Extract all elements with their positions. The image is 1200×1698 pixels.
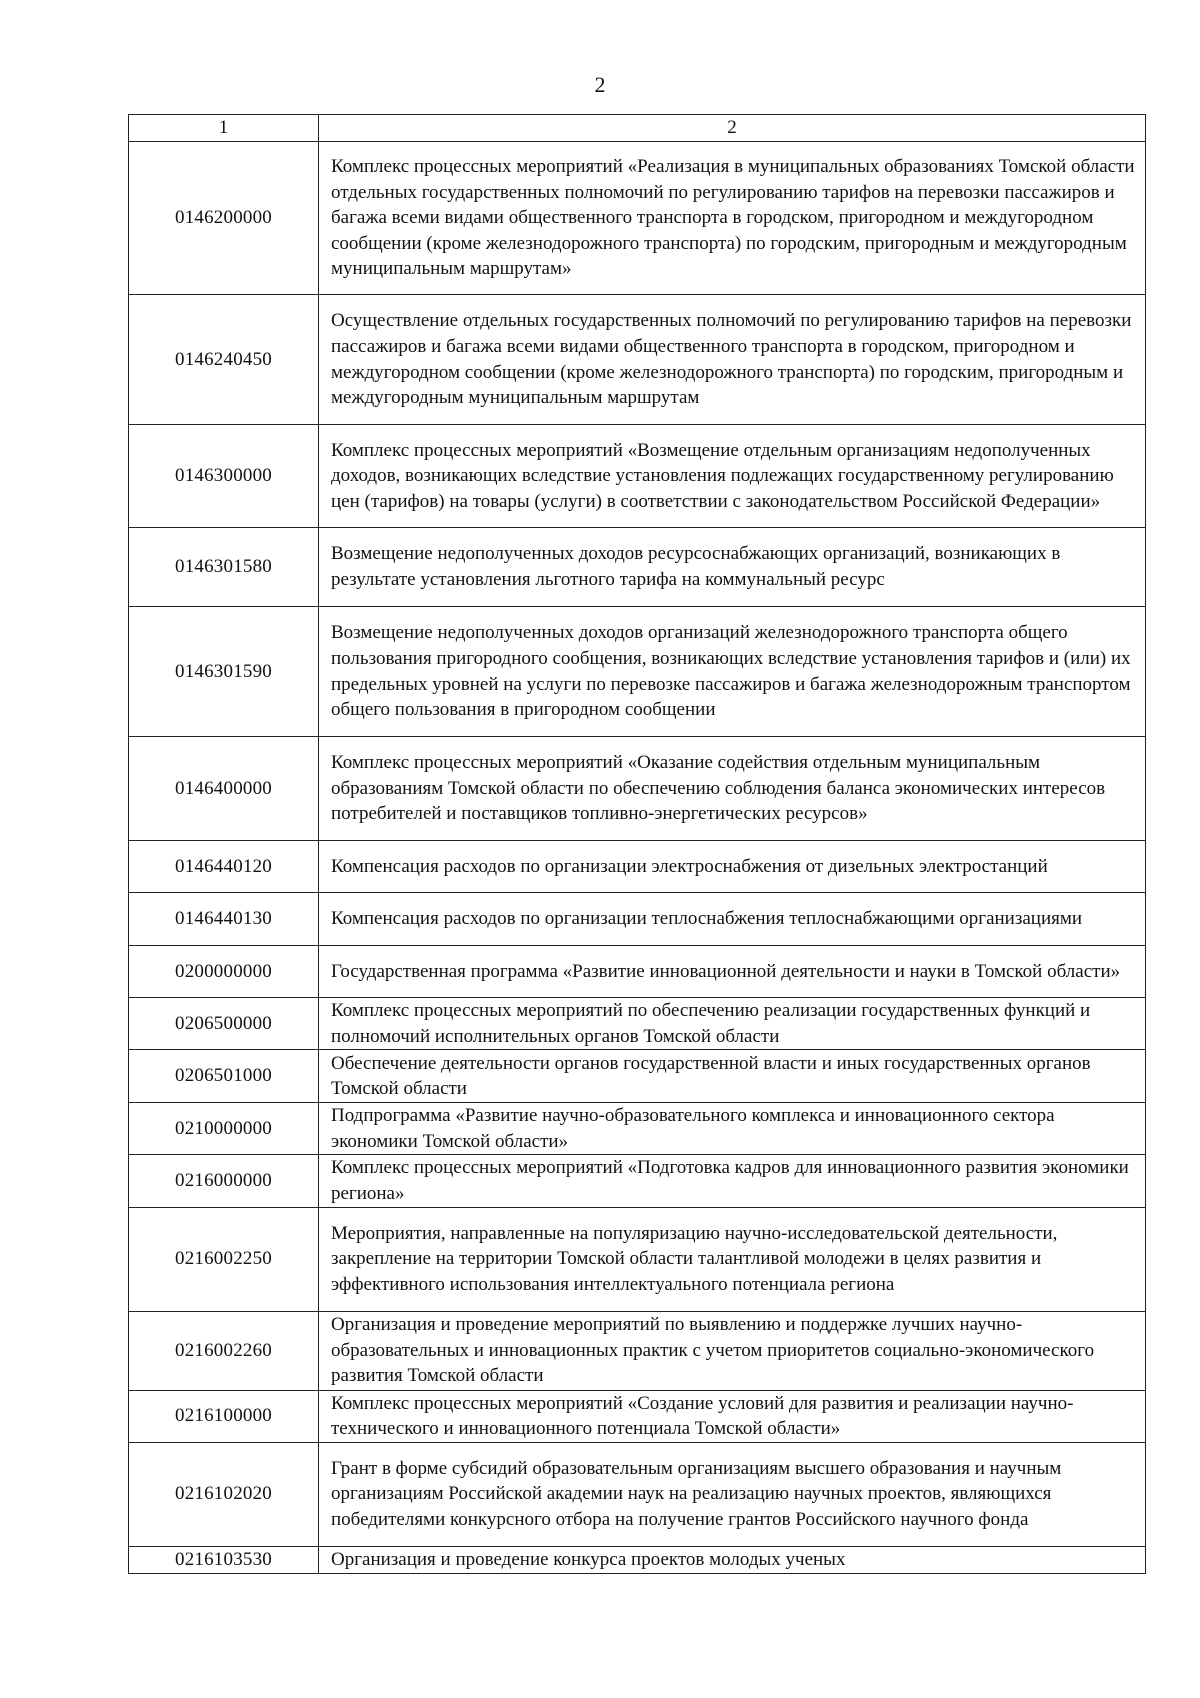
row-code: 0146300000 xyxy=(129,425,319,528)
row-code: 0216000000 xyxy=(129,1155,319,1207)
table-row xyxy=(129,737,1146,841)
row-code: 0216002250 xyxy=(129,1207,319,1311)
row-code: 0216100000 xyxy=(129,1390,319,1442)
row-code: 0146400000 xyxy=(129,737,319,841)
row-code: 0200000000 xyxy=(129,946,319,998)
table-row xyxy=(129,1311,1146,1390)
row-code: 0206500000 xyxy=(129,998,319,1050)
row-description: Комплекс процессных мероприятий «Реализация в муниципальных образованиях Томской области отдельных государственных полномочий по регулированию тарифов на перевозки пассажиров и багажа всеми видами общественного транспорта в городском, пригородном и междугородном сообщении (кроме железнодорожного транспорта) по городским, пригородным и междугородным муниципальным маршрутам» xyxy=(319,142,1146,295)
row-code: 0146440130 xyxy=(129,893,319,946)
row-code: 0210000000 xyxy=(129,1103,319,1155)
row-description: Возмещение недополученных доходов ресурсоснабжающих организаций, возникающих в результате установления льготного тарифа на коммунальный ресурс xyxy=(319,528,1146,607)
row-description: Комплекс процессных мероприятий «Оказание содействия отдельным муниципальным образованиям Томской области по обеспечению соблюдения баланса экономических интересов потребителей и поставщиков топливно-энергетических ресурсов» xyxy=(319,737,1146,841)
table-row xyxy=(129,142,1146,295)
row-description: Мероприятия, направленные на популяризацию научно-исследовательской деятельности, закрепление на территории Томской области талантливой молодежи в целях развития и эффективного использования интеллектуального потенциала региона xyxy=(319,1207,1146,1311)
row-description: Организация и проведение конкурса проектов молодых ученых xyxy=(319,1546,1146,1573)
table-header-row xyxy=(129,115,1146,142)
row-code: 0146301590 xyxy=(129,607,319,737)
row-code: 0146240450 xyxy=(129,295,319,425)
row-description: Компенсация расходов по организации электроснабжения от дизельных электростанций xyxy=(319,841,1146,893)
table-row xyxy=(129,528,1146,607)
table-row xyxy=(129,1050,1146,1103)
column-header-description: 2 xyxy=(319,115,1146,142)
row-description: Компенсация расходов по организации теплоснабжения теплоснабжающими организациями xyxy=(319,893,1146,946)
table-row xyxy=(129,1155,1146,1207)
table-row xyxy=(129,841,1146,893)
row-description: Государственная программа «Развитие инновационной деятельности и науки в Томской области» xyxy=(319,946,1146,998)
row-description: Комплекс процессных мероприятий «Возмещение отдельным организациям недополученных доходов, возникающих вследствие установления подлежащих государственному регулированию цен (тарифов) на товары (услуги) в соответствии с законодательством Российской Федерации» xyxy=(319,425,1146,528)
table-row xyxy=(129,893,1146,946)
row-description: Организация и проведение мероприятий по выявлению и поддержке лучших научно-образовательных и инновационных практик с учетом приоритетов социально-экономического развития Томской области xyxy=(319,1311,1146,1390)
row-code: 0146440120 xyxy=(129,841,319,893)
row-description: Осуществление отдельных государственных полномочий по регулированию тарифов на перевозки пассажиров и багажа всеми видами общественного транспорта в городском, пригородном и междугородном сообщении (кроме железнодорожного транспорта) по городским, пригородным и междугородным муниципальным маршрутам xyxy=(319,295,1146,425)
budget-classification-table xyxy=(128,114,1146,1574)
table-row xyxy=(129,1546,1146,1573)
row-code: 0216002260 xyxy=(129,1311,319,1390)
row-description: Комплекс процессных мероприятий по обеспечению реализации государственных функций и полномочий исполнительных органов Томской области xyxy=(319,998,1146,1050)
row-code: 0146200000 xyxy=(129,142,319,295)
row-description: Обеспечение деятельности органов государственной власти и иных государственных органов Томской области xyxy=(319,1050,1146,1103)
table-row xyxy=(129,946,1146,998)
table-row xyxy=(129,998,1146,1050)
table-row xyxy=(129,607,1146,737)
row-description: Возмещение недополученных доходов организаций железнодорожного транспорта общего пользования пригородного сообщения, возникающих вследствие установления тарифов и (или) их предельных уровней на услуги по перевозке пассажиров и багажа железнодорожным транспортом общего пользования в пригородном сообщении xyxy=(319,607,1146,737)
page-number: 2 xyxy=(594,72,606,97)
table-row xyxy=(129,425,1146,528)
row-description: Комплекс процессных мероприятий «Подготовка кадров для инновационного развития экономики региона» xyxy=(319,1155,1146,1207)
row-description: Грант в форме субсидий образовательным организациям высшего образования и научным организациям Российской академии наук на реализацию научных проектов, являющихся победителями конкурсного отбора на получение грантов Российского научного фонда xyxy=(319,1442,1146,1546)
row-code: 0146301580 xyxy=(129,528,319,607)
row-description: Подпрограмма «Развитие научно-образовательного комплекса и инновационного сектора экономики Томской области» xyxy=(319,1103,1146,1155)
row-code: 0206501000 xyxy=(129,1050,319,1103)
table-row xyxy=(129,1103,1146,1155)
table-row xyxy=(129,1442,1146,1546)
row-description: Комплекс процессных мероприятий «Создание условий для развития и реализации научно-технического и инновационного потенциала Томской области» xyxy=(319,1390,1146,1442)
column-header-code: 1 xyxy=(129,115,319,142)
row-code: 0216103530 xyxy=(129,1546,319,1573)
table-row xyxy=(129,1390,1146,1442)
row-code: 0216102020 xyxy=(129,1442,319,1546)
table-row xyxy=(129,295,1146,425)
table-row xyxy=(129,1207,1146,1311)
